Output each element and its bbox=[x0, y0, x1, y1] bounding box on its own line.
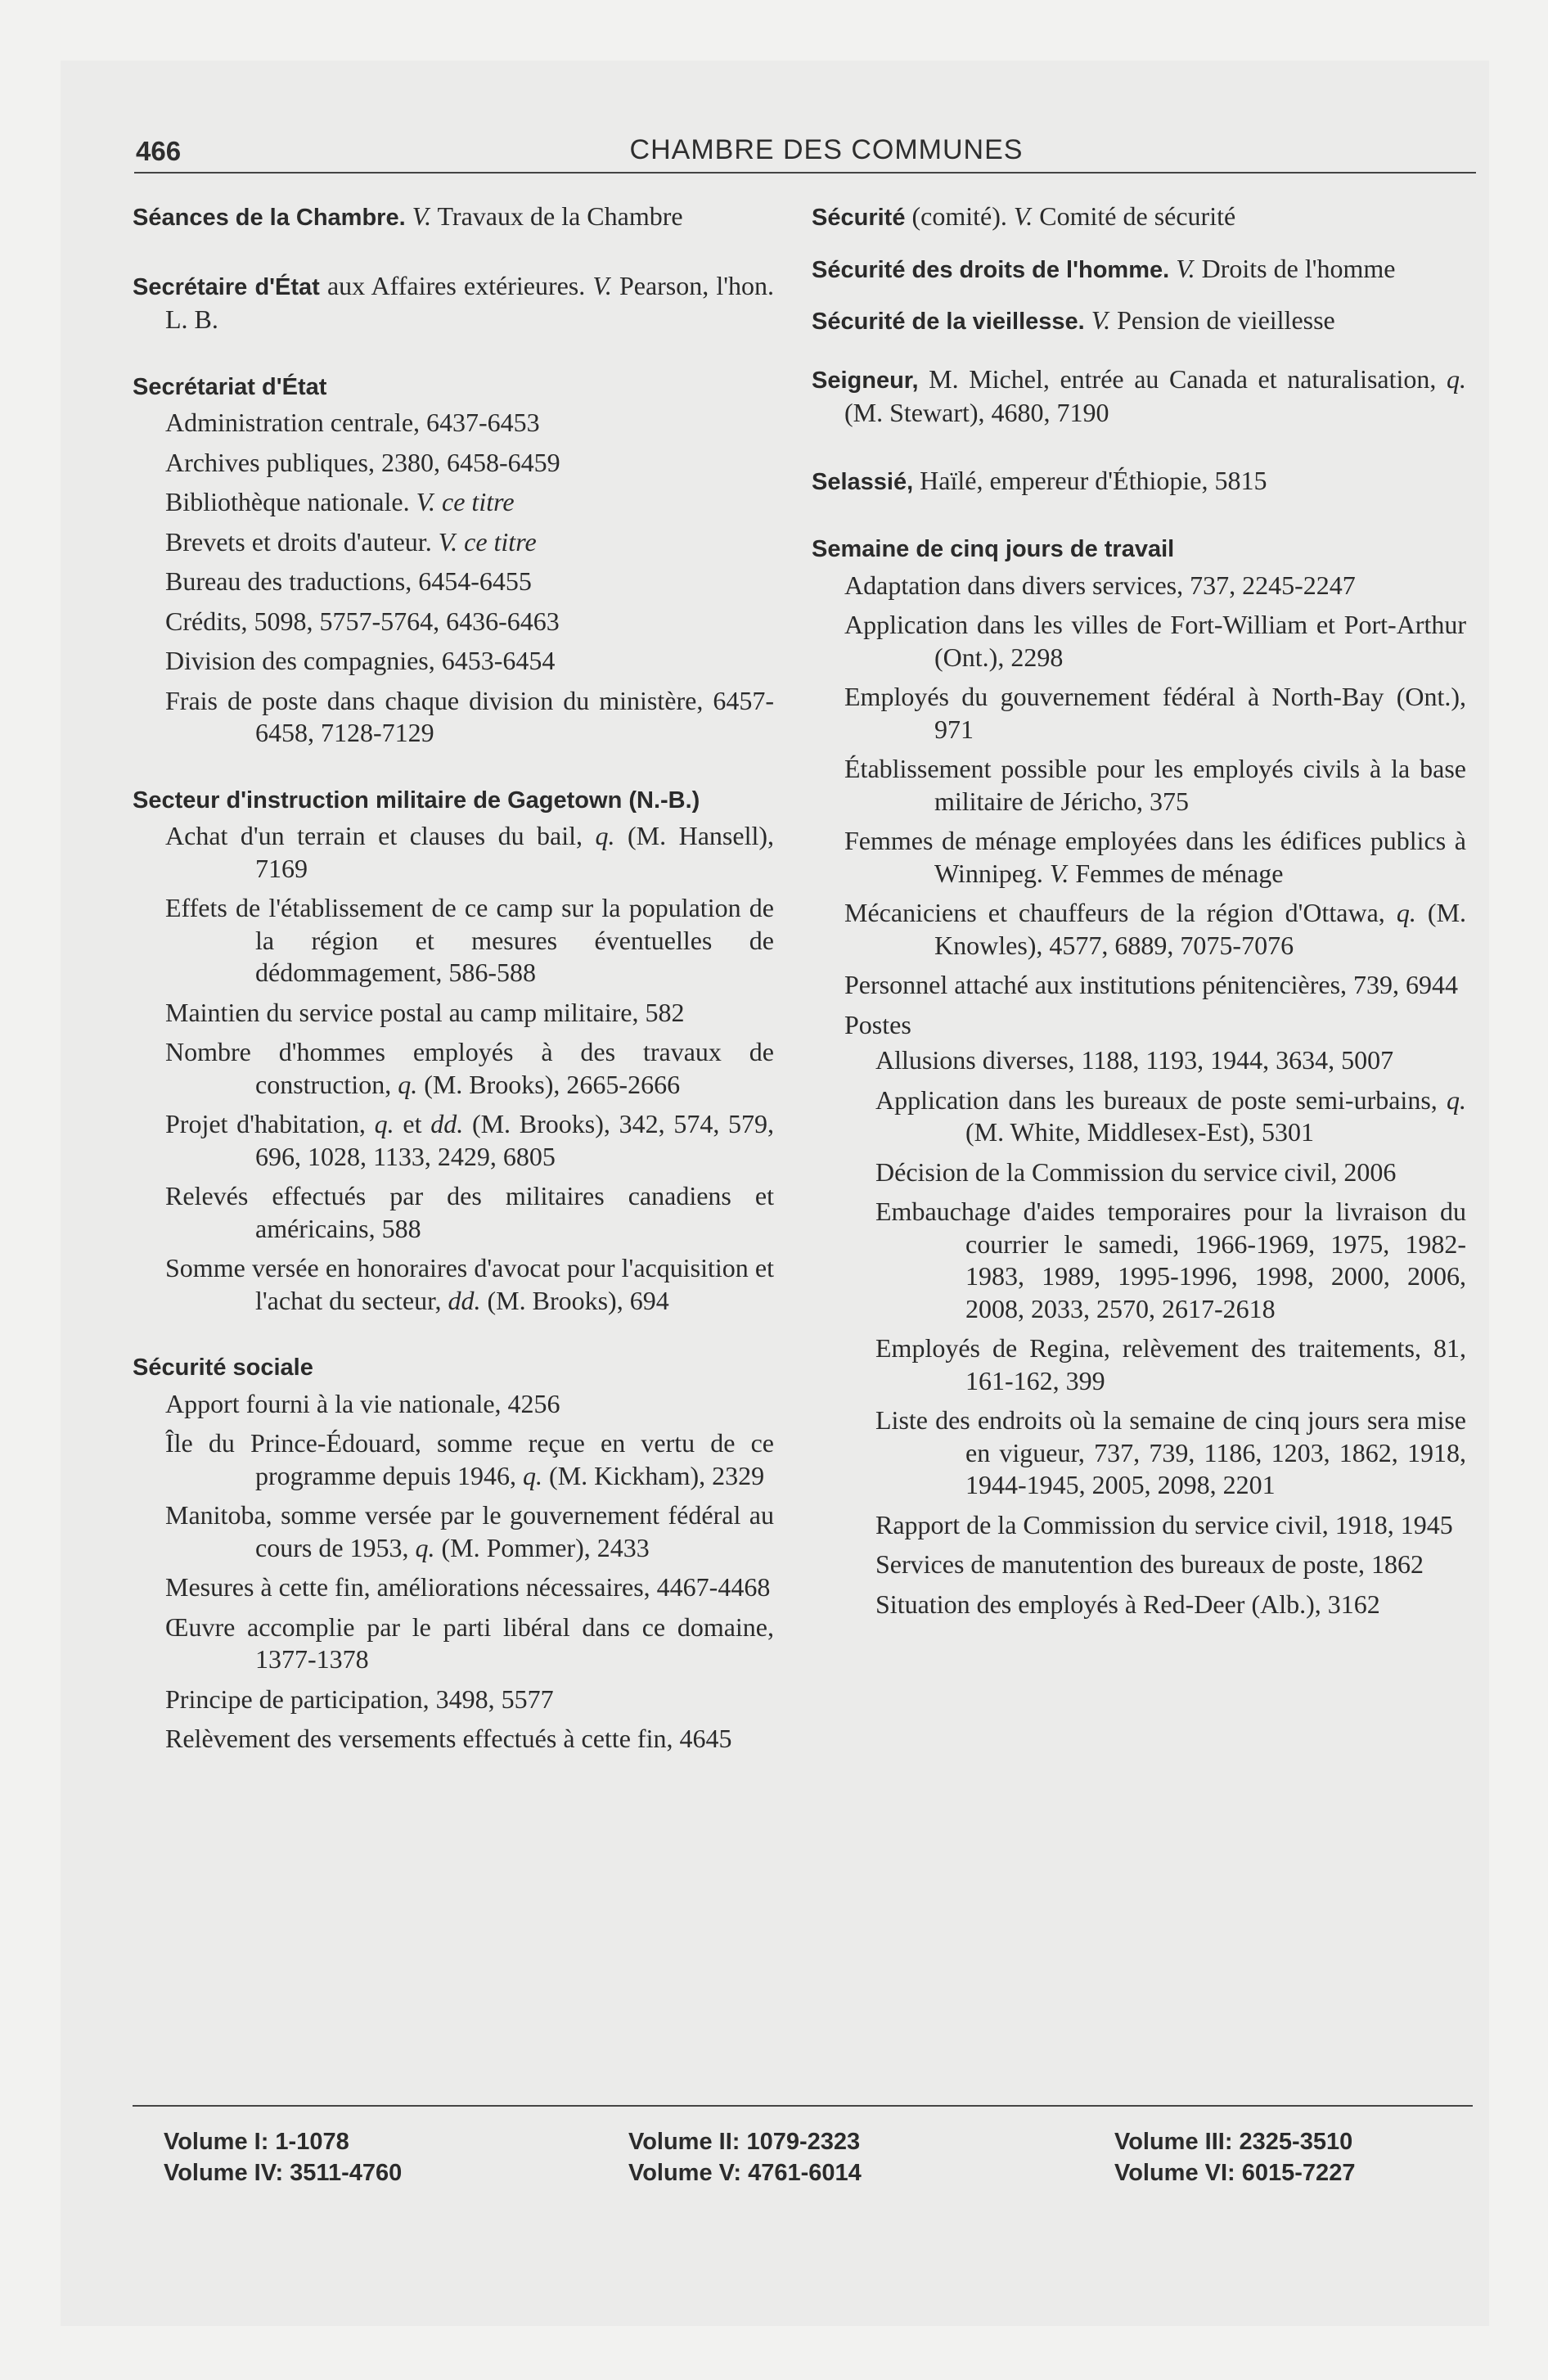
headword: Semaine de cinq jours de travail bbox=[812, 536, 1175, 562]
subentry: Somme versée en honoraires d'avocat pour l'acquisition et l'achat du secteur, dd. (M. Brooks), 694 bbox=[165, 1253, 774, 1315]
volume-range: Volume I: 1-1078 bbox=[164, 2129, 349, 2155]
subentry: Archives publiques, 2380, 6458-6459 bbox=[165, 447, 560, 477]
subentry: Manitoba, somme versée par le gouvernement fédéral au cours de 1953, q. (M. Pommer), 2433 bbox=[165, 1500, 774, 1562]
headword: Seigneur, bbox=[812, 367, 919, 394]
volume-legend-col-2 bbox=[628, 2126, 862, 2188]
subentry: Employés du gouvernement fédéral à North-Bay (Ont.), 971 bbox=[844, 682, 1466, 744]
subentry: Allusions diverses, 1188, 1193, 1944, 3634, 5007 bbox=[875, 1045, 1394, 1075]
volume-legend-col-1 bbox=[164, 2126, 402, 2188]
left-column bbox=[133, 201, 774, 1791]
subentry: Relevés effectués par des militaires canadiens et américains, 588 bbox=[165, 1181, 774, 1243]
subentry: Services de manutention des bureaux de poste, 1862 bbox=[875, 1549, 1424, 1579]
subentry: Bureau des traductions, 6454-6455 bbox=[165, 566, 532, 596]
headword: Secrétariat d'État bbox=[133, 373, 327, 400]
volume-range: Volume V: 4761-6014 bbox=[628, 2160, 862, 2186]
subentry: Maintien du service postal au camp militaire, 582 bbox=[165, 997, 685, 1027]
subentry: Apport fourni à la vie nationale, 4256 bbox=[165, 1388, 560, 1418]
index-entry-vieillesse: Sécurité de la vieillesse. V. Pension de vieillesse bbox=[812, 305, 1335, 335]
subentry: Application dans les bureaux de poste semi-urbains, q. (M. White, Middlesex-Est), 5301 bbox=[875, 1084, 1467, 1147]
subentry: Adaptation dans divers services, 737, 2245-2247 bbox=[844, 570, 1356, 600]
subentry: Embauchage d'aides temporaires pour la livraison du courrier le samedi, 1966-1969, 1975, 1982-1983, 1989, 1995-1996, 1998, 2000, 2006, 2008, 2033, 2570, 2617-2618 bbox=[875, 1197, 1466, 1323]
right-column bbox=[812, 201, 1466, 1656]
subentry: Personnel attaché aux institutions pénitencières, 739, 6944 bbox=[844, 970, 1459, 999]
subentry: Mécaniciens et chauffeurs de la région d'Ottawa, q. (M. Knowles), 4577, 6889, 7075-7076 bbox=[844, 898, 1467, 960]
index-entry-droits-homme: Sécurité des droits de l'homme. V. Droits de l'homme bbox=[812, 253, 1396, 283]
subentry: Effets de l'établissement de ce camp sur la population de la région et mesures éventuelles de dédommagement, 586-588 bbox=[165, 893, 774, 987]
subentry: Principe de participation, 3498, 5577 bbox=[165, 1684, 554, 1714]
headword: Sécurité des droits de l'homme. bbox=[812, 256, 1170, 283]
subentry: Administration centrale, 6437-6453 bbox=[165, 408, 540, 437]
subentry: Employés de Regina, relèvement des traitements, 81, 161-162, 399 bbox=[875, 1333, 1466, 1395]
headword: Séances de la Chambre. bbox=[133, 205, 406, 231]
subentry: Relèvement des versements effectués à cette fin, 4645 bbox=[165, 1724, 732, 1753]
index-entry-semaine bbox=[812, 534, 1466, 1620]
volume-range: Volume III: 2325-3510 bbox=[1114, 2129, 1353, 2155]
subentry: Frais de poste dans chaque division du ministère, 6457-6458, 7128-7129 bbox=[165, 685, 774, 747]
subentry: Nombre d'hommes employés à des travaux de construction, q. (M. Brooks), 2665-2666 bbox=[165, 1037, 774, 1099]
subentry: Division des compagnies, 6453-6454 bbox=[165, 646, 556, 675]
volume-range: Volume II: 1079-2323 bbox=[628, 2129, 861, 2155]
index-entry-securite-comite: Sécurité (comité). V. Comité de sécurité bbox=[812, 201, 1236, 231]
subentry: Femmes de ménage employées dans les édifices publics à Winnipeg. V. Femmes de ménage bbox=[844, 826, 1466, 888]
index-entry-secretariat bbox=[133, 372, 774, 750]
subentry: Établissement possible pour les employés civils à la base militaire de Jéricho, 375 bbox=[844, 754, 1466, 816]
volume-legend-col-3 bbox=[1114, 2126, 1355, 2188]
index-entry-seigneur: Seigneur, M. Michel, entrée au Canada et naturalisation, q. (M. Stewart), 4680, 7190 bbox=[812, 363, 1467, 427]
header-rule bbox=[134, 172, 1476, 174]
subentry: Rapport de la Commission du service civil, 1918, 1945 bbox=[875, 1509, 1453, 1539]
index-entry-secretaire: Secrétaire d'État aux Affaires extérieures. V. Pearson, l'hon. L. B. bbox=[133, 270, 775, 334]
index-entry-securite-sociale bbox=[133, 1352, 774, 1756]
subentry: Crédits, 5098, 5757-5764, 6436-6463 bbox=[165, 606, 560, 636]
volume-range: Volume VI: 6015-7227 bbox=[1114, 2160, 1356, 2186]
index-entry-selassie: Selassié, Haïlé, empereur d'Éthiopie, 5815 bbox=[812, 465, 1267, 495]
subentry: Application dans les villes de Fort-William et Port-Arthur (Ont.), 2298 bbox=[844, 610, 1466, 672]
subentry: Liste des endroits où la semaine de cinq jours sera mise en vigueur, 737, 739, 1186, 1203, 1862, 1918, 1944-1945, 2005, 2098, 2201 bbox=[875, 1405, 1466, 1499]
subentry: Œuvre accomplie par le parti libéral dans ce domaine, 1377-1378 bbox=[165, 1611, 774, 1674]
page-number: 466 bbox=[136, 136, 182, 166]
subentry: Décision de la Commission du service civil, 2006 bbox=[875, 1156, 1397, 1187]
headword: Selassié, bbox=[812, 468, 914, 495]
headword: Sécurité sociale bbox=[133, 1355, 313, 1381]
subentry: Situation des employés à Red-Deer (Alb.), 3162 bbox=[875, 1589, 1380, 1619]
footer-rule bbox=[133, 2105, 1473, 2107]
headword: Sécurité de la vieillesse. bbox=[812, 309, 1085, 335]
subentry: Bibliothèque nationale. V. ce titre bbox=[165, 487, 515, 516]
subentry: Mesures à cette fin, améliorations nécessaires, 4467-4468 bbox=[165, 1572, 771, 1602]
subentry-group-label: Postes bbox=[844, 1009, 911, 1039]
running-title: CHAMBRE DES COMMUNES bbox=[629, 134, 1024, 165]
volume-range: Volume IV: 3511-4760 bbox=[164, 2160, 403, 2186]
subentry: Projet d'habitation, q. et dd. (M. Brooks), 342, 574, 579, 696, 1028, 1133, 2429, 6805 bbox=[165, 1109, 775, 1171]
index-entry-seances: Séances de la Chambre. V. Travaux de la Chambre bbox=[133, 201, 683, 231]
headword: Secteur d'instruction militaire de Gagetown (N.-B.) bbox=[133, 787, 700, 814]
subentry: Brevets et droits d'auteur. V. ce titre bbox=[165, 526, 537, 557]
subentry: Île du Prince-Édouard, somme reçue en vertu de ce programme depuis 1946, q. (M. Kickham), 2329 bbox=[165, 1428, 774, 1490]
headword: Sécurité bbox=[812, 205, 906, 231]
index-entry-gagetown bbox=[133, 785, 774, 1318]
headword: Secrétaire d'État bbox=[133, 273, 320, 300]
subentry: Achat d'un terrain et clauses du bail, q. (M. Hansell), 7169 bbox=[165, 821, 775, 883]
